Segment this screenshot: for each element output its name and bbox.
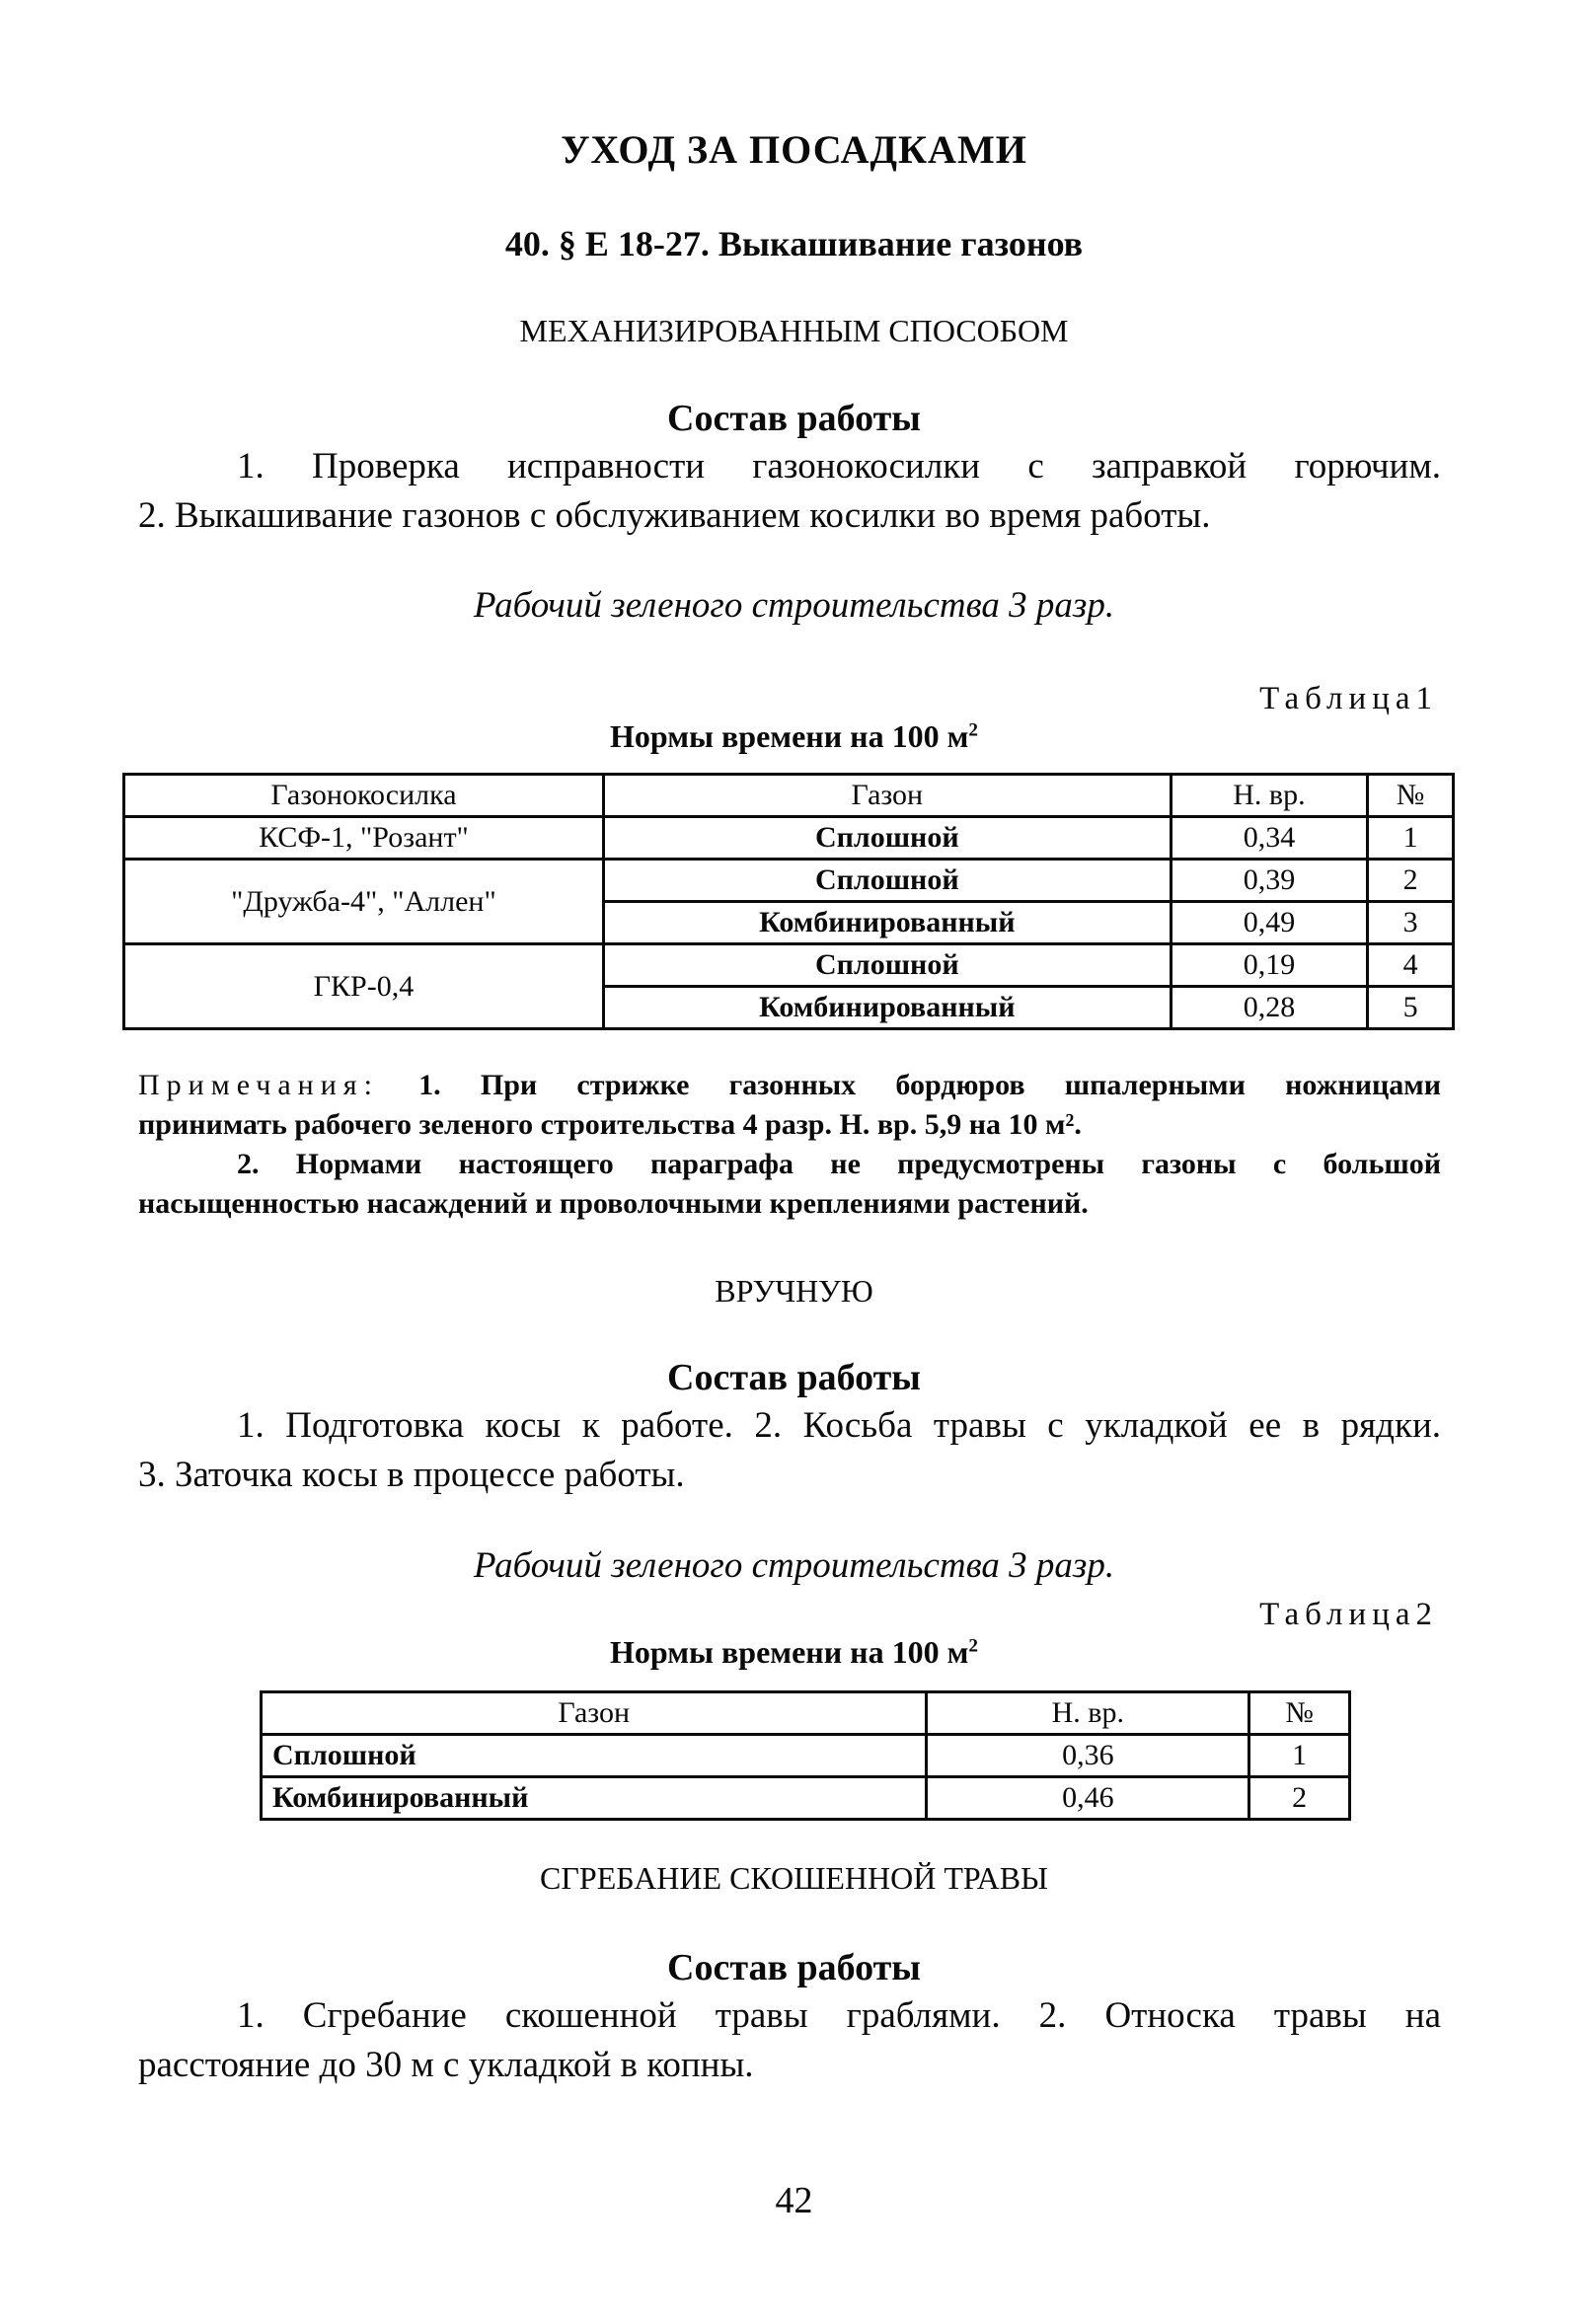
norm-cell: 0,36: [927, 1735, 1249, 1777]
table1-label: Таблица1: [1259, 681, 1438, 716]
note-line: принимать рабочего зеленого строительства 4 разр. Н. вр. 5,9 на 10 м².: [138, 1108, 1082, 1141]
header-lawn: Газон: [603, 775, 1171, 817]
number-cell: 1: [1249, 1735, 1350, 1777]
main-title: УХОД ЗА ПОСАДКАМИ: [561, 127, 1027, 172]
table-row: [262, 1777, 1350, 1820]
work-title-1: Состав работы: [667, 398, 921, 439]
norm-cell: 0,28: [1171, 987, 1367, 1029]
number-cell: 4: [1368, 944, 1454, 987]
work-line: 1. Подготовка косы к работе. 2. Косьба травы с укладкой ее в рядки.: [237, 1405, 1441, 1446]
mower-cell: "Дружба-4", "Аллен": [124, 860, 604, 944]
section-title: 40. § Е 18-27. Выкашивание газонов: [504, 224, 1084, 263]
work-line: 2. Выкашивание газонов с обслуживанием косилки во время работы.: [138, 495, 1211, 536]
table1-title: Нормы времени на 100 $м^2$: [610, 718, 978, 754]
header-lawn: Газон: [262, 1692, 927, 1735]
table-row: [262, 1735, 1350, 1777]
mower-cell: ГКР-0,4: [124, 944, 604, 1029]
note-line: Примечания: 1. При стрижке газонных бордюров шпалерными ножницами: [138, 1069, 1441, 1101]
work-text-3: [138, 1991, 1441, 2090]
note-line: 2. Нормами настоящего параграфа не предусмотрены газоны с большой: [237, 1148, 1441, 1180]
norm-cell: 0,46: [927, 1777, 1249, 1820]
header-mower: Газонокосилка: [124, 775, 604, 817]
worker-grade-1: Рабочий зеленого строительства 3 разр.: [473, 585, 1115, 626]
lawn-cell: Комбинированный: [603, 902, 1171, 944]
lawn-cell: Сплошной: [603, 817, 1171, 860]
header-norm: Н. вр.: [1171, 775, 1367, 817]
table-row: [124, 817, 1454, 860]
lawn-cell: Комбинированный: [603, 987, 1171, 1029]
raking-heading: СГРЕБАНИЕ СКОШЕННОЙ ТРАВЫ: [540, 1860, 1048, 1896]
worker-grade-2: Рабочий зеленого строительства 3 разр.: [473, 1545, 1115, 1586]
number-cell: 1: [1368, 817, 1454, 860]
work-line: расстояние до 30 м с укладкой в копны.: [138, 2045, 754, 2085]
table-header-row: [262, 1692, 1350, 1735]
work-line: 3. Заточка косы в процессе работы.: [138, 1455, 685, 1495]
table1: [122, 773, 1455, 1030]
norm-cell: 0,34: [1171, 817, 1367, 860]
lawn-cell: Сплошной: [603, 860, 1171, 902]
header-norm: Н. вр.: [927, 1692, 1249, 1735]
lawn-cell: Сплошной: [262, 1735, 927, 1777]
number-cell: 2: [1249, 1777, 1350, 1820]
mower-cell: КСФ-1, "Розант": [124, 817, 604, 860]
table2-title: Нормы времени на 100 $м^2$: [610, 1634, 978, 1670]
work-text-2: [138, 1401, 1441, 1500]
table2-label: Таблица2: [1259, 1597, 1438, 1632]
number-cell: 3: [1368, 902, 1454, 944]
norm-cell: 0,49: [1171, 902, 1367, 944]
work-text-1: [138, 442, 1441, 541]
table-row: [124, 944, 1454, 987]
mechanized-heading: МЕХАНИЗИРОВАННЫМ СПОСОБОМ: [519, 313, 1069, 348]
table-row: [124, 860, 1454, 902]
header-number: №: [1368, 775, 1454, 817]
number-cell: 2: [1368, 860, 1454, 902]
work-line: 1. Проверка исправности газонокосилки с заправкой горючим.: [237, 446, 1441, 487]
manual-heading: ВРУЧНУЮ: [715, 1273, 873, 1309]
norm-cell: 0,39: [1171, 860, 1367, 902]
lawn-cell: Сплошной: [603, 944, 1171, 987]
work-line: 1. Сгребание скошенной травы граблями. 2. Относка травы на: [237, 1995, 1441, 2036]
table2: [260, 1690, 1351, 1821]
table-header-row: [124, 775, 1454, 817]
norm-cell: 0,19: [1171, 944, 1367, 987]
notes: [138, 1066, 1441, 1224]
number-cell: 5: [1368, 987, 1454, 1029]
header-number: №: [1249, 1692, 1350, 1735]
note-line: насыщенностью насаждений и проволочными креплениями растений.: [138, 1187, 1089, 1220]
page-number: 42: [775, 2180, 813, 2221]
lawn-cell: Комбинированный: [262, 1777, 927, 1820]
work-title-3: Состав работы: [667, 1947, 921, 1988]
notes-label: Примечания:: [138, 1069, 379, 1101]
work-title-2: Состав работы: [667, 1357, 921, 1398]
